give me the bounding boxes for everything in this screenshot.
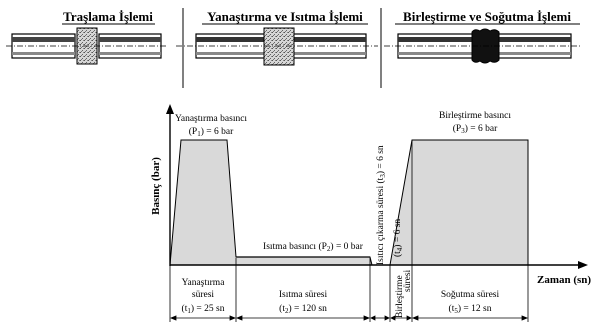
- stage-title-joining: Birleştirme ve Soğutma İşlemi: [403, 9, 571, 24]
- cooling-duration-label: Soğutma süresi: [440, 290, 500, 300]
- joining-pressure-label: Birleştirme basıncı: [438, 111, 512, 121]
- x-axis-label: Zaman (sn): [537, 274, 592, 286]
- approach-pressure-label: Yanaştırma basıncı: [174, 114, 248, 124]
- stage-title-trimming: Traşlama İşlemi: [63, 9, 153, 24]
- approach-pressure-value: $(P_1) = 6$ bar: [188, 127, 234, 138]
- heating-duration-value: $(t_2) = 120$ sn: [279, 304, 327, 315]
- joining-pressure-value: $(P_3) = 6$ bar: [452, 124, 498, 135]
- x-axis-arrow: [578, 261, 588, 269]
- cooling-duration-value: $(t_5) = 12$ sn: [448, 304, 492, 315]
- pipe-joining: [384, 29, 580, 63]
- heater-removal-label: Isıtıcı çıkarma süresi $(t_3) = 6$ sn: [376, 145, 387, 265]
- y-axis-label: Basınç (bar): [150, 157, 162, 215]
- approach-duration-sub: süresi: [191, 290, 215, 300]
- approach-duration-label: Yanaştırma: [181, 278, 225, 288]
- joining-time-label2: süresi: [403, 269, 413, 292]
- pipe-heating: [176, 28, 378, 65]
- pipe-trimming: [6, 28, 167, 64]
- heating-duration-label: Isıtma süresi: [278, 290, 328, 300]
- stage-title-heating: Yanaştırma ve Isıtma İşlemi: [207, 9, 363, 24]
- y-axis-arrow: [166, 104, 174, 114]
- heating-pressure-label: Isıtma basıncı $(P_2) = 0$ bar: [263, 242, 363, 253]
- joining-time-label: Birleştirme: [395, 275, 405, 318]
- joining-time-value: $(t_4) = 6$ sn: [393, 218, 404, 257]
- approach-duration-value: $(t_1) = 25$ sn: [181, 304, 225, 315]
